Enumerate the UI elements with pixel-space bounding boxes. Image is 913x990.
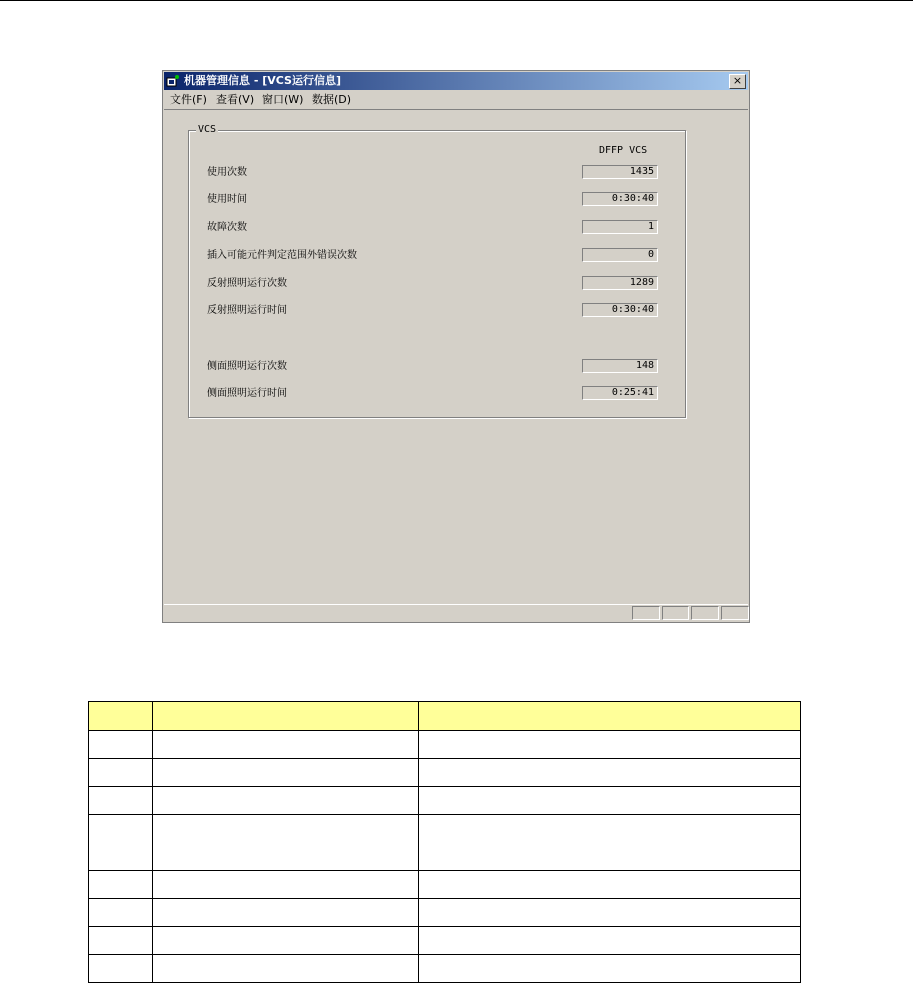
group-legend: VCS xyxy=(198,124,217,135)
status-pane-4 xyxy=(721,606,749,620)
table-cell xyxy=(419,955,801,983)
menu-bar xyxy=(164,91,748,108)
row-label-side-light-count: 侧面照明运行次数 xyxy=(207,361,287,372)
vcs-groupbox xyxy=(188,124,686,418)
row-value-fault-count: 1 xyxy=(582,220,658,234)
table-cell xyxy=(89,871,153,899)
table-cell xyxy=(419,871,801,899)
row-value-side-light-time: 0:25:41 xyxy=(582,386,658,400)
table-row xyxy=(89,731,801,759)
table-row xyxy=(89,815,801,871)
row-value-side-light-count: 148 xyxy=(582,359,658,373)
table-cell xyxy=(89,731,153,759)
title-bar[interactable] xyxy=(164,72,748,90)
row-value-insert-error-count: 0 xyxy=(582,248,658,262)
row-label-insert-error-count: 插入可能元件判定范围外错误次数 xyxy=(207,250,357,261)
page-top-rule xyxy=(0,0,913,1)
table-cell xyxy=(419,759,801,787)
column-header: DFFP VCS xyxy=(599,145,648,156)
app-icon xyxy=(166,74,180,88)
table-header-cell xyxy=(419,702,801,731)
table-cell xyxy=(153,787,419,815)
client-area xyxy=(164,109,748,604)
table-row xyxy=(89,955,801,983)
menu-data[interactable]: 数据(D) xyxy=(312,93,352,106)
table-cell xyxy=(153,731,419,759)
row-label-use-count: 使用次数 xyxy=(207,167,247,178)
table-cell xyxy=(89,899,153,927)
app-window xyxy=(162,70,750,623)
status-bar xyxy=(164,604,748,621)
document-table xyxy=(88,701,801,983)
table-cell xyxy=(89,787,153,815)
row-label-side-light-time: 侧面照明运行时间 xyxy=(207,388,287,399)
table-cell xyxy=(419,927,801,955)
table-header-row xyxy=(89,702,801,731)
table-cell xyxy=(419,731,801,759)
table-cell xyxy=(153,955,419,983)
window-title: 机器管理信息 - [VCS运行信息] xyxy=(184,74,341,87)
table-cell xyxy=(153,871,419,899)
menu-window[interactable]: 窗口(W) xyxy=(262,93,304,106)
close-button[interactable]: × xyxy=(729,74,746,89)
table-cell xyxy=(419,899,801,927)
table-row xyxy=(89,927,801,955)
row-label-fault-count: 故障次数 xyxy=(207,222,247,233)
row-value-reflect-light-count: 1289 xyxy=(582,276,658,290)
row-value-use-time: 0:30:40 xyxy=(582,192,658,206)
table-row xyxy=(89,759,801,787)
row-value-reflect-light-time: 0:30:40 xyxy=(582,303,658,317)
table-cell xyxy=(153,927,419,955)
table-cell xyxy=(89,759,153,787)
menu-file[interactable]: 文件(F) xyxy=(170,93,207,106)
table-cell xyxy=(153,759,419,787)
table-row xyxy=(89,871,801,899)
table-cell xyxy=(89,955,153,983)
table-cell xyxy=(153,815,419,871)
status-pane-1 xyxy=(632,606,660,620)
table-cell xyxy=(89,927,153,955)
table-header-cell xyxy=(153,702,419,731)
row-label-reflect-light-time: 反射照明运行时间 xyxy=(207,305,287,316)
status-pane-2 xyxy=(662,606,689,620)
table-row xyxy=(89,787,801,815)
table-header-cell xyxy=(89,702,153,731)
row-label-use-time: 使用时间 xyxy=(207,194,247,205)
table-cell xyxy=(153,899,419,927)
table-cell xyxy=(89,815,153,871)
menu-view[interactable]: 查看(V) xyxy=(216,93,255,106)
table-cell xyxy=(419,787,801,815)
table-row xyxy=(89,899,801,927)
table-cell xyxy=(419,815,801,871)
row-label-reflect-light-count: 反射照明运行次数 xyxy=(207,278,287,289)
row-value-use-count: 1435 xyxy=(582,165,658,179)
status-pane-3 xyxy=(691,606,719,620)
